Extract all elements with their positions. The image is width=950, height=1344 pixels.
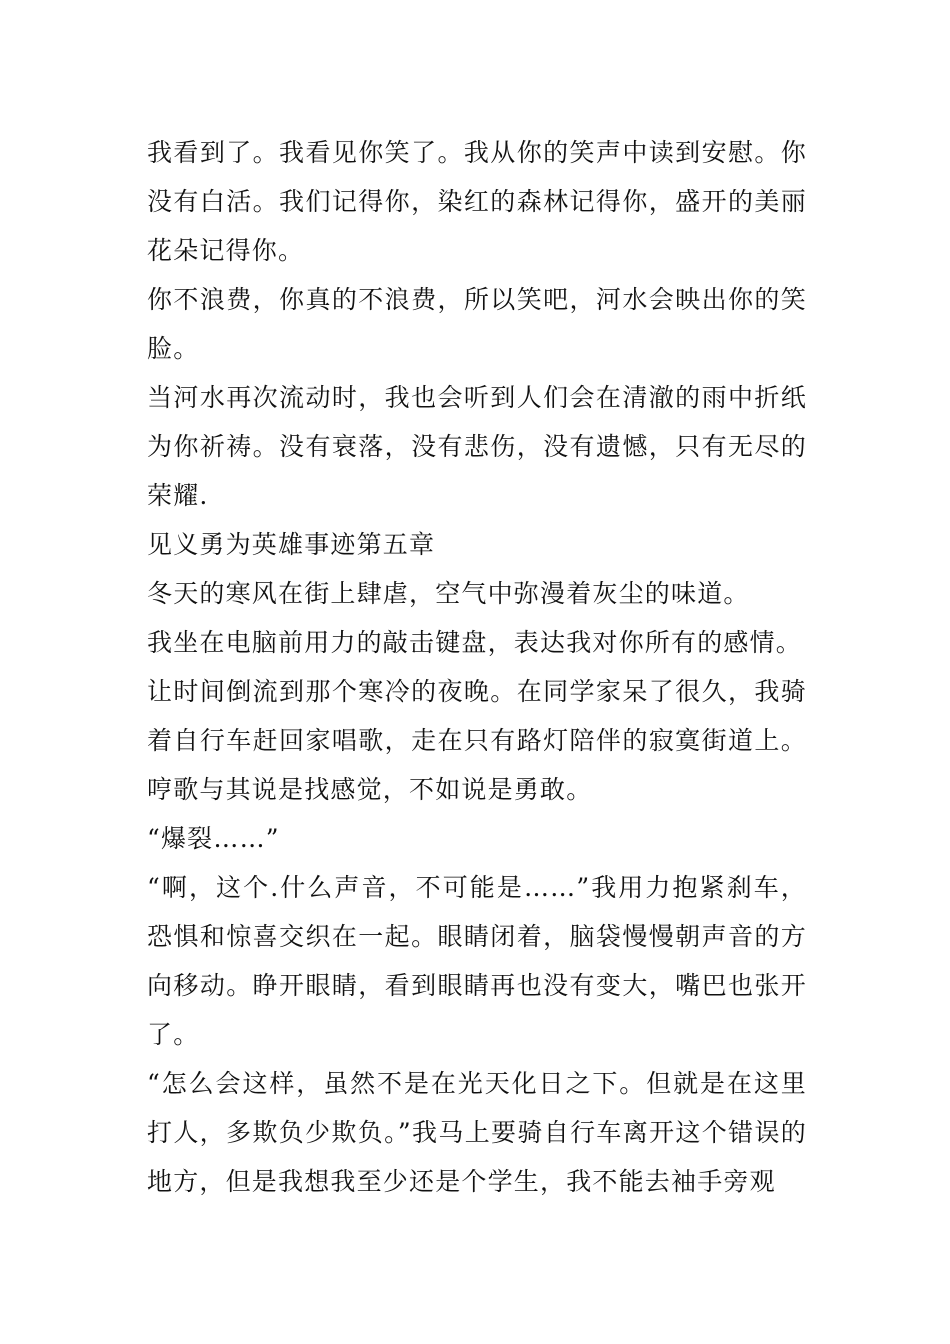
document-page xyxy=(147,128,807,1206)
paragraph-2: 你不浪费，你真的不浪费，所以笑吧，河水会映出你的笑脸。 xyxy=(147,285,807,363)
paragraph-1: 我看到了。我看见你笑了。我从你的笑声中读到安慰。你没有白活。我们记得你，染红的森林记得你，盛开的美丽花朵记得你。 xyxy=(147,138,807,265)
paragraph-8: “爆裂……” xyxy=(147,824,280,853)
paragraph-9: “啊，这个.什么声音，不可能是……”我用力抱紧刹车，恐惧和惊喜交织在一起。眼睛闭着，脑袋慢慢朝声音的方向移动。睁开眼睛，看到眼睛再也没有变大，嘴巴也张开了。 xyxy=(147,873,807,1049)
chapter-heading: 见义勇为英雄事迹第五章 xyxy=(147,530,436,559)
paragraph-3: 当河水再次流动时，我也会听到人们会在清澈的雨中折纸为你祈祷。没有衰落，没有悲伤，没有遗憾，只有无尽的荣耀. xyxy=(147,383,807,510)
paragraph-6: 我坐在电脑前用力的敲击键盘，表达我对你所有的感情。 xyxy=(147,628,803,657)
paragraph-7: 让时间倒流到那个寒冷的夜晚。在同学家呆了很久，我骑着自行车赶回家唱歌，走在只有路灯陪伴的寂寞街道上。哼歌与其说是找感觉，不如说是勇敢。 xyxy=(147,677,807,804)
paragraph-5: 冬天的寒风在街上肆虐，空气中弥漫着灰尘的味道。 xyxy=(147,579,750,608)
paragraph-10: “怎么会这样，虽然不是在光天化日之下。但就是在这里打人，多欺负少欺负。”我马上要骑自行车离开这个错误的地方，但是我想我至少还是个学生，我不能去袖手旁观 xyxy=(147,1069,807,1196)
